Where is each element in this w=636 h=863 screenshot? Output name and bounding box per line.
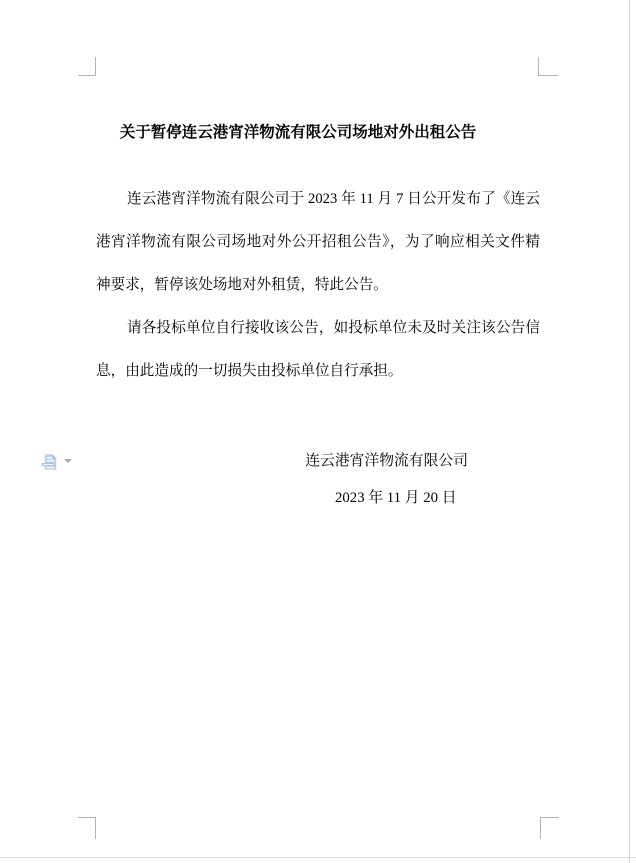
document-title: 关于暂停连云港宵洋物流有限公司场地对外出租公告 (119, 124, 477, 141)
document-body (96, 178, 540, 393)
paste-options-button[interactable] (40, 450, 72, 476)
paragraph1-line3: 神要求，暂停该处场地对外租赁，特此公告。 (96, 277, 388, 293)
paragraph1-line2: 港宵洋物流有限公司场地对外公开招租公告》，为了响应相关文件精 (96, 234, 540, 250)
crop-mark-bottom-left (78, 817, 96, 839)
paragraph2-line1: 请各投标单位自行接收该公告，如投标单位未及时关注该公告信 (127, 320, 540, 336)
signature-company: 连云港宵洋物流有限公司 (305, 453, 468, 469)
signature-date: 2023 年 11 月 20 日 (335, 490, 457, 506)
crop-mark-bottom-right (540, 817, 559, 839)
chevron-down-icon (64, 459, 72, 463)
page-edge-bottom (0, 857, 636, 858)
paragraph1-line1: 连云港宵洋物流有限公司于 2023 年 11 月 7 日公开发布了《连云 (127, 191, 540, 207)
paste-options-icon (40, 452, 61, 474)
crop-mark-top-right (538, 57, 558, 76)
crop-mark-top-left (78, 57, 96, 76)
page-edge-right (629, 0, 630, 863)
paragraph2-line2: 息，由此造成的一切损失由投标单位自行承担。 (96, 363, 403, 379)
